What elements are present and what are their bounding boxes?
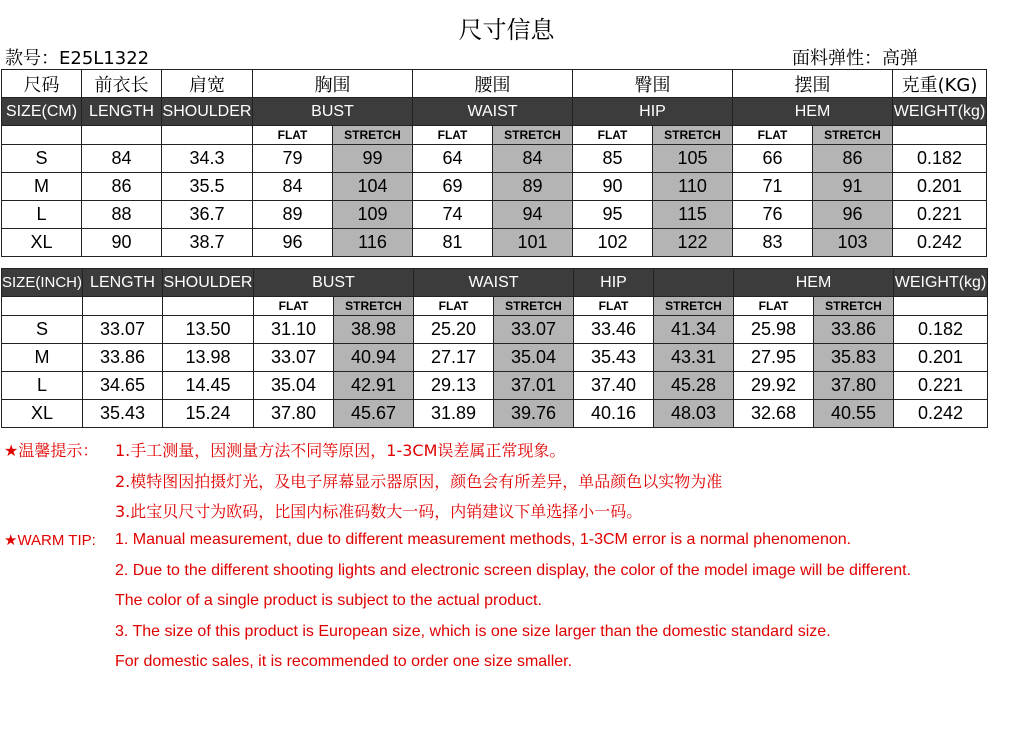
cn-header-cell: 尺码 — [2, 70, 82, 98]
table-row — [2, 145, 987, 173]
table-row — [2, 229, 987, 257]
table-cell: 40.55 — [814, 400, 894, 428]
table-cell: 109 — [333, 201, 413, 229]
table-cell: 0.221 — [894, 372, 988, 400]
header-cell: HIP — [574, 269, 654, 297]
table-cell: 33.07 — [254, 344, 334, 372]
table-cell: 101 — [493, 229, 573, 257]
table-row — [2, 344, 988, 372]
table-cell: 34.65 — [83, 372, 163, 400]
size-cell: S — [2, 145, 82, 173]
en-header-row — [2, 98, 987, 126]
size-cell: XL — [2, 400, 83, 428]
table-cell: 41.34 — [654, 316, 734, 344]
table-cell: 105 — [653, 145, 733, 173]
table-cell: 0.242 — [893, 229, 987, 257]
table-cell: 42.91 — [334, 372, 414, 400]
size-cell: S — [2, 316, 83, 344]
table-cell: 13.50 — [163, 316, 254, 344]
table-cell: 95 — [573, 201, 653, 229]
header-cell: HIP — [573, 98, 733, 126]
table-cell: 35.04 — [494, 344, 574, 372]
table-cell: 37.80 — [814, 372, 894, 400]
table-cell: 31.89 — [414, 400, 494, 428]
table-cell: 25.20 — [414, 316, 494, 344]
size-cell: M — [2, 344, 83, 372]
style-number: 款号：E25L1322 — [5, 48, 150, 69]
table-cell: 115 — [653, 201, 733, 229]
table-cell: 81 — [413, 229, 493, 257]
table-cell: 84 — [82, 145, 162, 173]
table-cell: 36.7 — [162, 201, 253, 229]
sub-header-cell — [2, 297, 83, 316]
table-cell: 89 — [493, 173, 573, 201]
table-cell: 0.221 — [893, 201, 987, 229]
flat-label: FLAT — [254, 297, 334, 316]
header-cell: LENGTH — [83, 269, 163, 297]
size-table-inch — [1, 268, 988, 428]
header-cell: WAIST — [414, 269, 574, 297]
flat-label: FLAT — [413, 126, 493, 145]
flat-label: FLAT — [733, 126, 813, 145]
sub-header-cell — [2, 126, 82, 145]
table-cell: 27.17 — [414, 344, 494, 372]
table-cell: 27.95 — [734, 344, 814, 372]
table-cell: 37.01 — [494, 372, 574, 400]
size-cell: M — [2, 173, 82, 201]
table-cell: 14.45 — [163, 372, 254, 400]
table-cell: 0.242 — [894, 400, 988, 428]
cn-header-cell: 胸围 — [253, 70, 413, 98]
tips-cn-label: ★温馨提示： — [4, 441, 99, 460]
stretch-label: STRETCH — [653, 126, 733, 145]
tip-en-line: 3. The size of this product is European size, which is one size larger than the domestic standard size. — [115, 623, 831, 640]
table-cell: 76 — [733, 201, 813, 229]
table-cell: 84 — [253, 173, 333, 201]
header-cell: WAIST — [413, 98, 573, 126]
page-title: 尺寸信息 — [458, 16, 555, 44]
cn-header-cell: 摆围 — [733, 70, 893, 98]
size-cell: L — [2, 372, 83, 400]
sub-header-row — [2, 297, 988, 316]
sub-header-row — [2, 126, 987, 145]
table-cell: 33.86 — [814, 316, 894, 344]
flat-label: FLAT — [253, 126, 333, 145]
table-cell: 85 — [573, 145, 653, 173]
table-cell: 94 — [493, 201, 573, 229]
table-cell: 122 — [653, 229, 733, 257]
flat-label: FLAT — [573, 126, 653, 145]
table-cell: 90 — [82, 229, 162, 257]
table-row — [2, 173, 987, 201]
table-cell: 45.67 — [334, 400, 414, 428]
table-cell: 35.83 — [814, 344, 894, 372]
table-cell: 0.201 — [893, 173, 987, 201]
header-cell: SHOULDER — [162, 98, 253, 126]
table-cell: 84 — [493, 145, 573, 173]
table-cell: 91 — [813, 173, 893, 201]
table-cell: 88 — [82, 201, 162, 229]
table-row — [2, 400, 988, 428]
table-cell: 33.07 — [494, 316, 574, 344]
table-cell: 79 — [253, 145, 333, 173]
stretch-label: STRETCH — [814, 297, 894, 316]
table-cell: 89 — [253, 201, 333, 229]
flat-label: FLAT — [734, 297, 814, 316]
table-cell: 43.31 — [654, 344, 734, 372]
table-cell: 110 — [653, 173, 733, 201]
table-cell: 37.80 — [254, 400, 334, 428]
stretch-label: STRETCH — [654, 297, 734, 316]
table-cell: 15.24 — [163, 400, 254, 428]
table-cell: 96 — [813, 201, 893, 229]
table-cell: 33.46 — [574, 316, 654, 344]
en-header-row — [2, 269, 988, 297]
stretch-label: STRETCH — [813, 126, 893, 145]
table-cell: 35.43 — [83, 400, 163, 428]
cn-header-cell: 肩宽 — [162, 70, 253, 98]
header-cell: SIZE(CM) — [2, 98, 82, 126]
table-cell: 102 — [573, 229, 653, 257]
tip-en-line: 2. Due to the different shooting lights and electronic screen display, the color of the model image will be different. — [115, 562, 912, 579]
sub-header-cell — [82, 126, 162, 145]
table-row — [2, 201, 987, 229]
table-cell: 33.86 — [83, 344, 163, 372]
flat-label: FLAT — [574, 297, 654, 316]
stretch-label: STRETCH — [493, 126, 573, 145]
table-cell: 13.98 — [163, 344, 254, 372]
table-cell: 35.5 — [162, 173, 253, 201]
table-cell: 66 — [733, 145, 813, 173]
table-cell: 104 — [333, 173, 413, 201]
table-cell: 45.28 — [654, 372, 734, 400]
table-cell: 32.68 — [734, 400, 814, 428]
table-cell: 33.07 — [83, 316, 163, 344]
table-cell: 35.04 — [254, 372, 334, 400]
table-cell: 96 — [253, 229, 333, 257]
stretch-label: STRETCH — [333, 126, 413, 145]
table-cell: 40.94 — [334, 344, 414, 372]
stretch-label: STRETCH — [494, 297, 574, 316]
table-cell: 35.43 — [574, 344, 654, 372]
table-cell: 69 — [413, 173, 493, 201]
size-cell: XL — [2, 229, 82, 257]
tip-cn-line: 3.此宝贝尺寸为欧码，比国内标准码数大一码，内销建议下单选择小一码。 — [115, 502, 643, 521]
table-cell: 83 — [733, 229, 813, 257]
table-cell: 48.03 — [654, 400, 734, 428]
stretch-label: STRETCH — [334, 297, 414, 316]
size-table-cm — [1, 69, 987, 257]
table-cell: 29.92 — [734, 372, 814, 400]
header-cell: WEIGHT(kg) — [894, 269, 988, 297]
cn-header-cell: 腰围 — [413, 70, 573, 98]
table-cell: 64 — [413, 145, 493, 173]
tip-en-line: The color of a single product is subject to the actual product. — [115, 592, 542, 609]
cn-header-cell: 前衣长 — [82, 70, 162, 98]
table-cell: 29.13 — [414, 372, 494, 400]
table-cell: 86 — [82, 173, 162, 201]
header-cell: BUST — [253, 98, 413, 126]
table-cell: 86 — [813, 145, 893, 173]
table-cell: 38.98 — [334, 316, 414, 344]
size-cell: L — [2, 201, 82, 229]
table-cell: 71 — [733, 173, 813, 201]
header-cell: WEIGHT(kg) — [893, 98, 987, 126]
header-cell: LENGTH — [82, 98, 162, 126]
table-cell: 116 — [333, 229, 413, 257]
table-cell: 0.182 — [893, 145, 987, 173]
tip-cn-line: 2.模特图因拍摄灯光，及电子屏幕显示器原因，颜色会有所差异，单品颜色以实物为准 — [115, 472, 723, 491]
header-cell: HEM — [734, 269, 894, 297]
cn-header-cell: 克重(KG) — [893, 70, 987, 98]
tip-en-line: For domestic sales, it is recommended to order one size smaller. — [115, 653, 573, 670]
header-cell: BUST — [254, 269, 414, 297]
header-cell — [654, 269, 734, 297]
sub-header-cell — [163, 297, 254, 316]
table-cell: 0.201 — [894, 344, 988, 372]
table-cell: 25.98 — [734, 316, 814, 344]
table-cell: 40.16 — [574, 400, 654, 428]
table-cell: 38.7 — [162, 229, 253, 257]
cn-header-cell: 臀围 — [573, 70, 733, 98]
cn-header-row — [2, 70, 987, 98]
table-cell: 74 — [413, 201, 493, 229]
fabric-elasticity: 面料弹性：高弹 — [792, 48, 918, 69]
header-cell: HEM — [733, 98, 893, 126]
sub-header-cell — [83, 297, 163, 316]
table-row — [2, 316, 988, 344]
header-cell: SIZE(INCH) — [2, 269, 83, 297]
sub-header-cell — [893, 126, 987, 145]
table-cell: 39.76 — [494, 400, 574, 428]
flat-label: FLAT — [414, 297, 494, 316]
tip-cn-line: 1.手工测量，因测量方法不同等原因，1-3CM误差属正常现象。 — [115, 441, 566, 460]
table-row — [2, 372, 988, 400]
header-cell: SHOULDER — [163, 269, 254, 297]
table-cell: 90 — [573, 173, 653, 201]
table-cell: 34.3 — [162, 145, 253, 173]
sub-header-cell — [162, 126, 253, 145]
tip-en-line: 1. Manual measurement, due to different measurement methods, 1-3CM error is a normal phenomenon. — [115, 531, 852, 548]
table-cell: 103 — [813, 229, 893, 257]
sub-header-cell — [894, 297, 988, 316]
table-cell: 31.10 — [254, 316, 334, 344]
tips-en-label: ★WARM TIP: — [4, 532, 96, 549]
table-cell: 0.182 — [894, 316, 988, 344]
table-cell: 37.40 — [574, 372, 654, 400]
table-cell: 99 — [333, 145, 413, 173]
